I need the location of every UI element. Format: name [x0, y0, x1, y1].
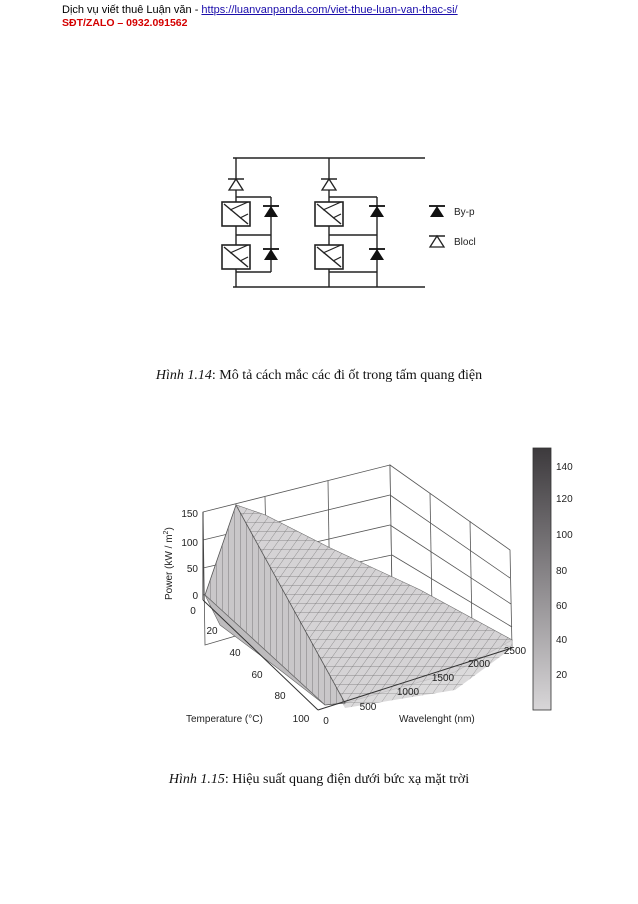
z-tick-label: 50 [186, 564, 198, 575]
wavelength-tick-label: 2500 [503, 646, 527, 657]
wavelength-tick-label: 1000 [396, 687, 420, 698]
figure-1-caption-text: : Mô tả cách mắc các đi ốt trong tấm quang điện [211, 368, 483, 383]
figure-1-caption-label: Hình 1.14 [155, 368, 212, 383]
z-tick-label: 100 [181, 538, 198, 549]
header-prefix: Dịch vụ viết thuê Luận văn - [62, 4, 202, 16]
colorbar-tick-label: 60 [556, 601, 568, 612]
z-tick-label: 0 [192, 591, 198, 602]
temperature-tick-label: 100 [292, 714, 310, 725]
header-contact: SĐT/ZALO – 0932.091562 [62, 17, 188, 29]
temperature-tick-label: 40 [229, 648, 241, 659]
figure-2-caption [0, 772, 638, 788]
wavelength-axis-label: Wavelenght (nm) [399, 714, 475, 725]
wavelength-tick-label: 0 [323, 716, 329, 727]
colorbar-tick-label: 40 [556, 635, 568, 646]
wavelength-tick-label: 500 [359, 702, 377, 713]
colorbar-ticks [556, 462, 573, 681]
wavelength-tick-label: 1500 [431, 673, 455, 684]
temperature-tick-label: 20 [206, 626, 218, 637]
z-axis-ticks [181, 509, 198, 602]
header-link[interactable]: https://luanvanpanda.com/viet-thue-luan-van-thac-si/ [201, 4, 458, 16]
legend-bypass-label: By-p [454, 207, 475, 218]
colorbar-tick-label: 120 [556, 494, 573, 505]
colorbar-tick-label: 80 [556, 566, 568, 577]
colorbar [533, 448, 551, 710]
temperature-tick-label: 80 [274, 691, 286, 702]
temperature-tick-label: 60 [251, 670, 263, 681]
colorbar-tick-label: 100 [556, 530, 573, 541]
temperature-tick-label: 0 [190, 606, 196, 617]
colorbar-tick-label: 140 [556, 462, 573, 473]
figure-2-caption-text: : Hiệu suất quang điện dưới bức xạ mặt trời [224, 772, 470, 787]
colorbar-tick-label: 20 [556, 670, 568, 681]
temperature-axis-label: Temperature (°C) [186, 714, 263, 725]
figure-2-caption-label: Hình 1.15 [168, 772, 225, 787]
z-axis-label: Power $(kW / m^2)$ [163, 527, 175, 600]
wavelength-tick-label: 2000 [467, 659, 491, 670]
z-tick-label: 150 [181, 509, 198, 520]
legend-blocking-label: Blocl [454, 237, 476, 248]
